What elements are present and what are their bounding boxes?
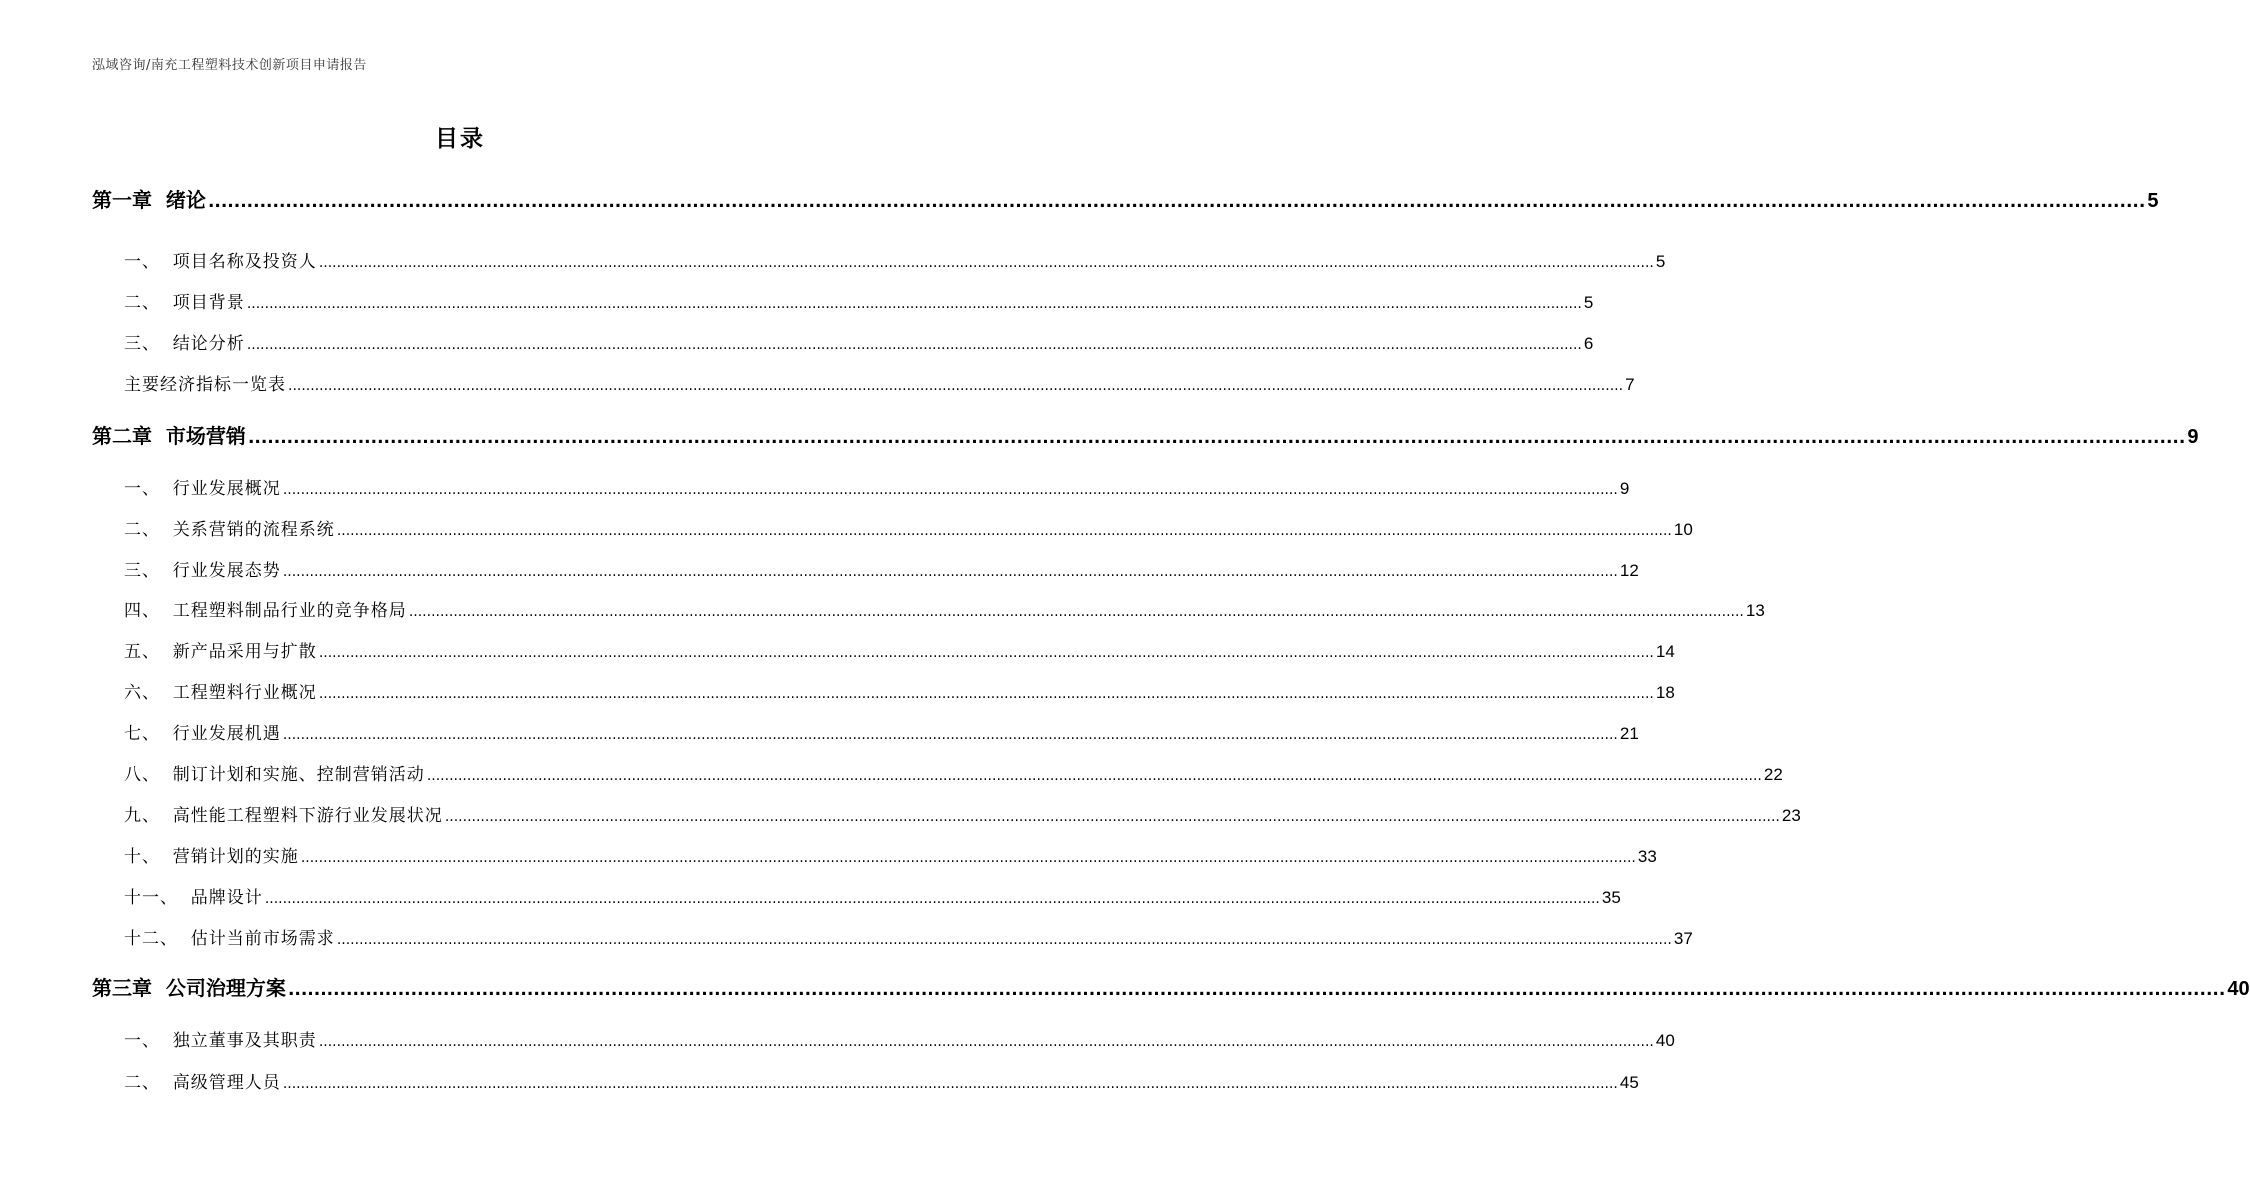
toc-entry-section[interactable] — [0, 329, 1594, 354]
toc-entry-label: 第二章 市场营销 — [92, 424, 246, 448]
toc-entry-section[interactable] — [0, 760, 1783, 785]
dot-leader: ............................................................................................................................................................................................................................................................................................................ — [426, 768, 1762, 784]
dot-leader: ............................................................................................................................................................................................................................................................................................................ — [318, 645, 1654, 661]
dot-leader: ............................................................................................................................................................................................................................................................................................................ — [246, 337, 1582, 353]
dot-leader: ............................................................................................................................................................................................................................................................................................................ — [444, 809, 1780, 825]
toc-entry-label: 三、 结论分析 — [124, 334, 245, 354]
toc-entry-label: 十二、 估计当前市场需求 — [124, 929, 335, 949]
toc-entry-section[interactable] — [0, 637, 1675, 662]
dot-leader: ............................................................................................................................................................................................................................................................................................................ — [282, 482, 1618, 498]
dot-leader: ............................................................................................................................................................................................................................................................................................................ — [207, 192, 2146, 212]
toc-entry-page: 45 — [1619, 1073, 1639, 1092]
toc-entry-label: 第三章 公司治理方案 — [92, 976, 286, 1000]
dot-leader: ............................................................................................................................................................................................................................................................................................................ — [408, 604, 1744, 620]
toc-entry-label: 十一、 品牌设计 — [124, 888, 263, 908]
running-header: 泓域咨询/南充工程塑料技术创新项目申请报告 — [92, 58, 367, 73]
toc-entry-label: 八、 制订计划和实施、控制营销活动 — [124, 765, 425, 785]
toc-entry-chapter-3[interactable] — [0, 972, 2250, 1001]
toc-entry-section[interactable] — [0, 1068, 1639, 1093]
toc-entry-section[interactable] — [0, 678, 1675, 703]
toc-entry-section[interactable] — [0, 924, 1693, 949]
dot-leader: ............................................................................................................................................................................................................................................................................................................ — [246, 296, 1582, 312]
toc-entry-section[interactable] — [0, 515, 1693, 540]
toc-entry-page: 23 — [1781, 806, 1801, 825]
toc-entry-page: 9 — [1619, 479, 1630, 498]
dot-leader: ............................................................................................................................................................................................................................................................................................................ — [264, 891, 1600, 907]
toc-entry-label: 十、 营销计划的实施 — [124, 847, 299, 867]
toc-entry-page: 40 — [2227, 978, 2250, 1000]
toc-entry-page: 10 — [1673, 520, 1693, 539]
dot-leader: ............................................................................................................................................................................................................................................................................................................ — [247, 428, 2186, 448]
toc-entry-page: 22 — [1763, 765, 1783, 784]
toc-entry-section[interactable] — [0, 556, 1639, 581]
toc-entry-page: 35 — [1601, 888, 1621, 907]
toc-entry-label: 第一章 绪论 — [92, 188, 206, 212]
toc-title: 目录 — [435, 126, 485, 152]
toc-entry-section[interactable] — [0, 474, 1630, 499]
dot-leader: ............................................................................................................................................................................................................................................................................................................ — [336, 932, 1672, 948]
toc-entry-page: 40 — [1655, 1031, 1675, 1050]
toc-entry-label: 一、 行业发展概况 — [124, 479, 281, 499]
dot-leader: ............................................................................................................................................................................................................................................................................................................ — [287, 980, 2226, 1000]
toc-entry-section[interactable] — [0, 370, 1635, 395]
toc-entry-section[interactable] — [0, 247, 1666, 272]
dot-leader: ............................................................................................................................................................................................................................................................................................................ — [300, 850, 1636, 866]
toc-entry-section[interactable] — [0, 596, 1765, 621]
toc-entry-label: 三、 行业发展态势 — [124, 561, 281, 581]
toc-entry-page: 33 — [1637, 847, 1657, 866]
toc-entry-label: 一、 独立董事及其职责 — [124, 1031, 317, 1051]
toc-entry-chapter-1[interactable] — [0, 184, 2159, 213]
dot-leader: ............................................................................................................................................................................................................................................................................................................ — [282, 1076, 1618, 1092]
dot-leader: ............................................................................................................................................................................................................................................................................................................ — [282, 564, 1618, 580]
toc-entry-chapter-2[interactable] — [0, 420, 2199, 449]
dot-leader: ............................................................................................................................................................................................................................................................................................................ — [318, 1034, 1654, 1050]
toc-entry-label: 七、 行业发展机遇 — [124, 724, 281, 744]
dot-leader: ............................................................................................................................................................................................................................................................................................................ — [336, 523, 1672, 539]
toc-entry-page: 5 — [1655, 252, 1666, 271]
toc-entry-label: 六、 工程塑料行业概况 — [124, 683, 317, 703]
toc-entry-page: 6 — [1583, 334, 1594, 353]
toc-entry-label: 一、 项目名称及投资人 — [124, 252, 317, 272]
toc-entry-page: 37 — [1673, 929, 1693, 948]
toc-entry-section[interactable] — [0, 883, 1621, 908]
toc-entry-label: 二、 项目背景 — [124, 293, 245, 313]
toc-entry-label: 五、 新产品采用与扩散 — [124, 642, 317, 662]
toc-entry-label: 二、 关系营销的流程系统 — [124, 520, 335, 540]
toc-entry-page: 9 — [2187, 426, 2199, 448]
dot-leader: ............................................................................................................................................................................................................................................................................................................ — [318, 686, 1654, 702]
toc-entry-page: 12 — [1619, 561, 1639, 580]
dot-leader: ............................................................................................................................................................................................................................................................................................................ — [318, 255, 1654, 271]
dot-leader: ............................................................................................................................................................................................................................................................................................................ — [288, 378, 1624, 394]
toc-entry-section[interactable] — [0, 842, 1657, 867]
toc-entry-label: 主要经济指标一览表 — [124, 375, 286, 395]
toc-entry-label: 九、 高性能工程塑料下游行业发展状况 — [124, 806, 443, 826]
toc-entry-page: 7 — [1625, 375, 1635, 394]
toc-entry-label: 二、 高级管理人员 — [124, 1073, 281, 1093]
toc-entry-section[interactable] — [0, 1026, 1675, 1051]
toc-entry-page: 5 — [2147, 190, 2159, 212]
toc-entry-page: 18 — [1655, 683, 1675, 702]
toc-entry-page: 5 — [1583, 293, 1594, 312]
toc-entry-page: 21 — [1619, 724, 1639, 743]
toc-entry-section[interactable] — [0, 801, 1801, 826]
toc-entry-section[interactable] — [0, 288, 1594, 313]
toc-entry-page: 13 — [1745, 601, 1765, 620]
toc-entry-section[interactable] — [0, 719, 1639, 744]
toc-entry-page: 14 — [1655, 642, 1675, 661]
toc-entry-label: 四、 工程塑料制品行业的竞争格局 — [124, 601, 407, 621]
dot-leader: ............................................................................................................................................................................................................................................................................................................ — [282, 727, 1618, 743]
